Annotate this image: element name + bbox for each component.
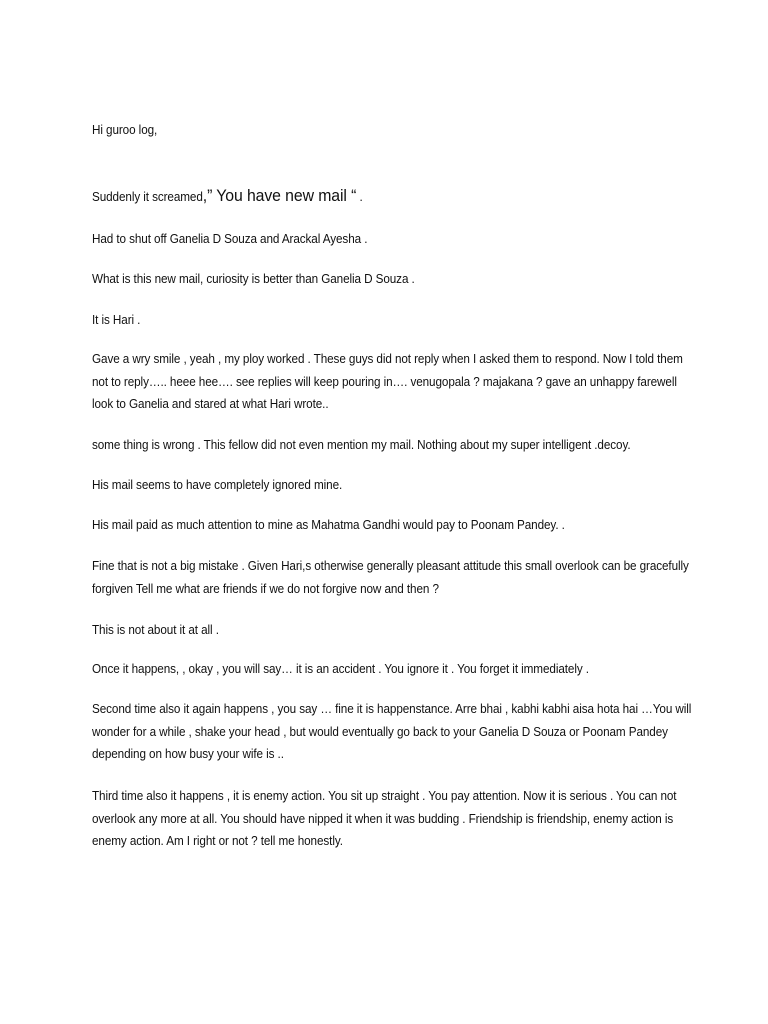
paragraph-wry-smile: Gave a wry smile , yeah , my ploy worked . These guys did not reply when I asked them to respond. Now I told them not to reply….. heee hee…. see replies will keep pouring in…. venugopala ? majakana ? gave an unhappy farewell look to Ganelia and stared at what Hari wrote.. <box>92 352 683 411</box>
paragraph-third-time: Third time also it happens , it is enemy action. You sit up straight . You pay attention. Now it is serious . You can not overlook any more at all. You should have nipped it when it was budding . Friendship is friendship, enemy action is enemy action. Am I right or not ? tell me honestly. <box>92 789 677 848</box>
paragraph-ignored: His mail seems to have completely ignored mine. <box>92 478 343 492</box>
paragraph-second-time: Second time also it again happens , you say … fine it is happenstance. Arre bhai , kabhi kabhi aisa hota hai …You will wonder for a while , shake your head , but would eventually go back to your Ganelia D Souza or Poonam Pandey depending on how busy your wife is .. <box>92 702 692 761</box>
paragraph-something-wrong: some thing is wrong . This fellow did not even mention my mail. Nothing about my super intelligent .decoy. <box>92 438 631 452</box>
greeting: Hi guroo log, <box>92 123 158 137</box>
paragraph-attention: His mail paid as much attention to mine as Mahatma Gandhi would pay to Poonam Pandey. . <box>92 518 565 532</box>
paragraph-curiosity: What is this new mail, curiosity is better than Ganelia D Souza . <box>92 272 415 286</box>
paragraph-once: Once it happens, , okay , you will say… it is an accident . You ignore it . You forget it immediately . <box>92 662 589 676</box>
paragraph-new-mail-end: . <box>356 190 363 204</box>
paragraph-hari: It is Hari . <box>92 313 141 327</box>
paragraph-new-mail <box>92 185 695 209</box>
new-mail-quote: ,” You have new mail “ <box>202 186 357 205</box>
paragraph-forgiven: Fine that is not a big mistake . Given Hari,s otherwise generally pleasant attitude this small overlook can be gracefully forgiven Tell me what are friends if we do not forgive now and then ? <box>92 559 689 596</box>
paragraph-not-about: This is not about it at all . <box>92 623 219 637</box>
paragraph-shut-off: Had to shut off Ganelia D Souza and Arackal Ayesha . <box>92 232 368 246</box>
paragraph-new-mail-lead: Suddenly it screamed <box>92 190 203 204</box>
